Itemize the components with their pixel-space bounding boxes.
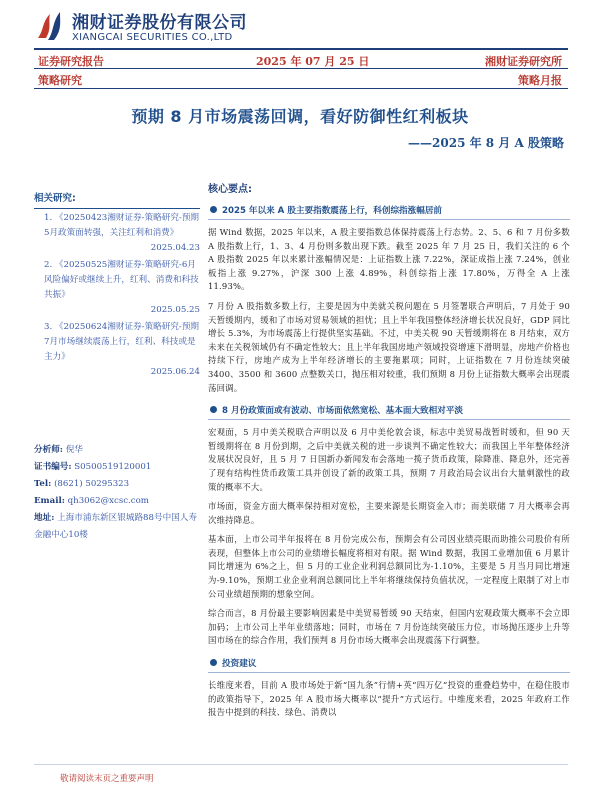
report-type: 证券研究报告 bbox=[38, 55, 104, 68]
institute-name: 湘财证券研究所 bbox=[485, 55, 562, 68]
paragraph: 综合而言，8 月份最主要影响因素是中美贸易暂缓 90 天结束，但国内宏观政策大概率不会立即加码；上市公司上半年业绩落地；同时，市场在 7 月份连续突破压力位，市场抛压逐步上升等国市场在的综合作用，我们预判 8 月份市场大概率会出现震荡下行调整。 bbox=[208, 608, 570, 646]
related-item-title[interactable]: 3. 《20250624湘财证券-策略研究-预期7月市场继续震荡上行，红利、科技或是主力》 bbox=[44, 322, 200, 362]
section-heading-text: 8 月份政策面或有波动、市场面依然宽松、基本面大致相对平淡 bbox=[222, 406, 464, 417]
related-item[interactable] bbox=[34, 211, 200, 256]
paragraph: 据 Wind 数据，2025 年以来，A 股主要指数总体保持震荡上行态势。2、5、6 和 7 月份多数 A 股指数上行，1、3、4 月份则多数出现下跌。截至 2025 年 7 月 25 日，我们关注的 6 个 A 股指数 2025 年以来累计涨幅情况是：上证指数上涨 7.22%，深证成指上涨 7.24%，创业板指上涨 9.27%，沪深 300 上涨 4.89%，科创综指上涨 17.80%，万得全 A 上涨 11.93%。 bbox=[208, 227, 570, 292]
email-link[interactable]: qh3062@xcsc.com bbox=[67, 496, 149, 506]
report-date: 2025 年 07 月 25 日 bbox=[256, 55, 370, 68]
page-title: 预期 8 月市场震荡回调，看好防御性红利板块 bbox=[131, 107, 469, 126]
sidebar bbox=[34, 190, 200, 380]
footer-divider bbox=[34, 764, 568, 765]
footer-disclaimer: 敬请阅读末页之重要声明 bbox=[60, 774, 154, 784]
related-item-date: 2025.06.24 bbox=[150, 367, 200, 377]
report-kind: 策略月报 bbox=[518, 74, 562, 87]
analyst-label: 分析师: bbox=[34, 445, 63, 455]
section-bullet-icon bbox=[210, 406, 217, 413]
related-item-date: 2025.04.23 bbox=[150, 243, 200, 253]
logo-cn-text: 湘财证券股份有限公司 bbox=[72, 13, 247, 33]
header-divider bbox=[34, 48, 568, 50]
paragraph: 宏观面，5 月中美关税联合声明以及 6 月中美伦敦会谈，标志中美贸易战暂时缓和，但 90 天暂缓期将在 8 月份到期，之后中美就关税的进一步谈判不确定性较大；而我国上半年整体经济发展状况良好，且 5 月 7 日国新办新闻发布会落地一揽子货币政策，除降准、降息外，还完善了现有结构性货币政策工具并创设了新的政策工具，预期 7 月政治局会议出台大量刺激性的政策的概率不大。 bbox=[208, 427, 570, 492]
section-bullet-icon bbox=[210, 206, 217, 213]
cert-label: 证书编号: bbox=[34, 462, 72, 472]
related-item-title[interactable]: 2. 《20250525湘财证券-策略研究-6月风险偏好或继续上升，红利、消费和科技共振》 bbox=[44, 260, 199, 300]
section-heading-text: 投资建议 bbox=[222, 659, 257, 670]
tel-number: (8621) 50295323 bbox=[54, 479, 130, 489]
analyst-info bbox=[34, 442, 204, 544]
email-label: Email: bbox=[34, 496, 65, 506]
main-content bbox=[208, 180, 570, 720]
related-item-title[interactable]: 1. 《20250423湘财证券-策略研究-预期5月政策面转强，关注红利和消费》 bbox=[44, 213, 200, 238]
paragraph: 市场面，资金方面大概率保持相对宽松，主要来源是长期资金入市；而美联储 7 月大概率会再次维持降息。 bbox=[208, 501, 570, 525]
company-logo bbox=[34, 6, 274, 50]
address-label: 地址: bbox=[34, 513, 55, 523]
header-divider-bottom bbox=[34, 88, 568, 89]
section-heading-text: 2025 年以来 A 股主要指数震荡上行，科创综指涨幅居前 bbox=[222, 206, 443, 216]
report-category: 策略研究 bbox=[38, 74, 82, 87]
address-text: 上海市浦东新区银城路88号中国人寿金融中心10楼 bbox=[34, 513, 197, 540]
paragraph: 基本面，上市公司半年报将在 8 月份完成公布，预期会有公司因业绩亮眼而助推公司股价有所表现，但整体上市公司的业绩增长幅度将相对有限。据 Wind 数据，我国工业增加值 6 月累计同比增速为 6%之上，但 5 月的工业企业利润总额同比为-1.10%，主要是 5 月当月同比增速为-9.10%，预期工业企业利润总额同比上半年将继续保持负值状况，一定程度上限制了对上市公司业绩超预期的想象空间。 bbox=[208, 534, 570, 599]
section-heading bbox=[208, 201, 570, 220]
key-points-heading: 核心要点: bbox=[208, 184, 252, 195]
cert-number: S0500519120001 bbox=[74, 462, 152, 472]
logo-en-text: XIANGCAI SECURITIES CO.,LTD bbox=[72, 32, 233, 43]
header-divider-thin bbox=[34, 68, 568, 69]
paragraph: 7 月份 A 股指数多数上行，主要是因为中美就关税问题在 5 月签署联合声明后，7 月处于 90 天暂缓期内，缓和了市场对贸易领域的担忧；且上半年我国整体经济增长状况良好，GDP 同比增长 5.3%，为市场震荡上行提供坚实基础。不过，中美关税 90 天暂缓期将在 8 月结束，双方未来在关税领域仍有不确定性较大；且上半年我国房地产领域投资增速下滑明显，房地产价格也持续下行，房地产成为上半年经济增长的主要拖累项；同时，上证指数在 7 月份连续突破 3400、3500 和 3600 点整数关口，抛压相对较重，我们预期 8 月份上证指数大概率会出现震荡回调。 bbox=[208, 300, 570, 393]
related-research-heading: 相关研究: bbox=[34, 190, 200, 209]
paragraph: 长维度来看，目前 A 股市场处于新“国九条”行情+英“四万亿”投资的重叠趋势中，在稳住股市的政策指导下，2025 年 A 股市场大概率以“提升”方式运行。中维度来看，2025 年政府工作报告中提到的科技、绿色、消费以 bbox=[208, 680, 570, 718]
section-heading bbox=[208, 654, 570, 673]
related-item[interactable] bbox=[34, 258, 200, 318]
logo-mark-icon bbox=[34, 8, 64, 42]
section-heading bbox=[208, 401, 570, 420]
analyst-name: 倪华 bbox=[65, 445, 83, 455]
related-item[interactable] bbox=[34, 320, 200, 380]
section-bullet-icon bbox=[210, 659, 217, 666]
tel-label: Tel: bbox=[34, 479, 52, 489]
page-subtitle: ——2025 年 8 月 A 股策略 bbox=[408, 136, 564, 150]
related-item-date: 2025.05.25 bbox=[150, 305, 200, 315]
